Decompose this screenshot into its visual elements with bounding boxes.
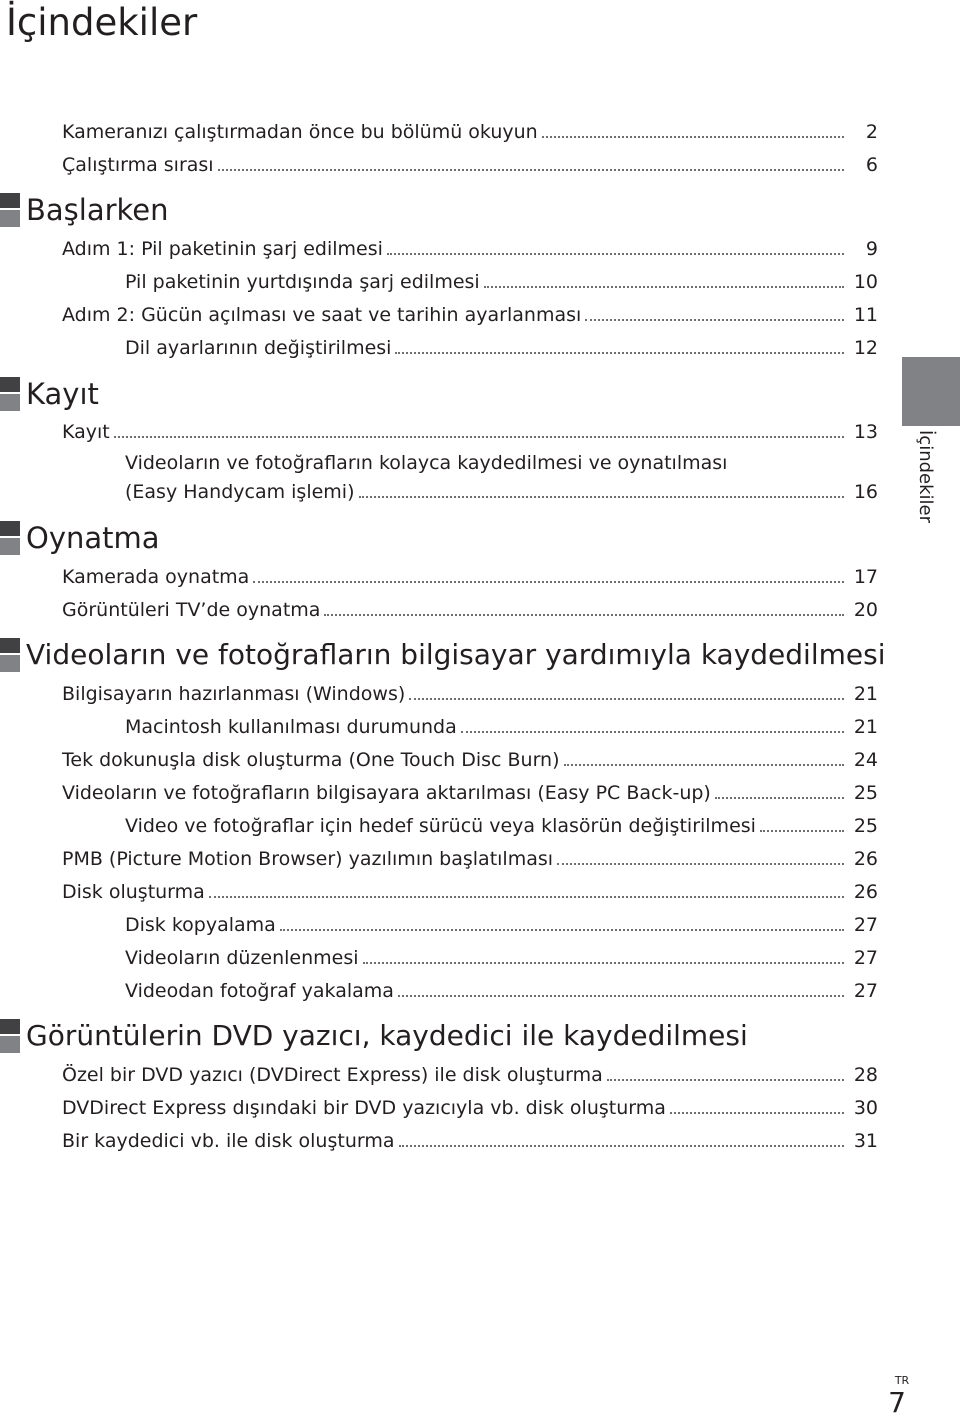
toc-entry-title: Adım 2: Gücün açılması ve saat ve tarihin ayarlanması — [62, 304, 582, 326]
toc-entry[interactable] — [62, 1094, 878, 1120]
toc-entry-title: Disk oluşturma — [62, 881, 205, 903]
section-heading-dvd — [0, 1016, 748, 1056]
toc-entry-page: 20 — [853, 599, 878, 621]
footer-page-number: 7 — [888, 1386, 906, 1419]
toc-entry[interactable] — [62, 680, 878, 706]
toc-entry-title: Videoların düzenlenmesi — [125, 947, 359, 969]
dot-leader — [670, 1112, 844, 1114]
toc-entry[interactable] — [62, 1061, 878, 1087]
toc-entry[interactable] — [62, 118, 878, 144]
dot-leader — [564, 764, 845, 766]
toc-subentry[interactable] — [125, 977, 878, 1003]
dot-leader — [218, 169, 844, 171]
toc-entry-title: Video ve fotoğraflar için hedef sürücü veya klasörün değiştirilmesi — [125, 815, 756, 837]
section-title: Başlarken — [26, 193, 169, 227]
toc-entry-page: 9 — [865, 238, 878, 260]
footer-language-code: TR — [894, 1374, 910, 1387]
toc-entry-title: Çalıştırma sırası — [62, 154, 214, 176]
dot-leader — [399, 1145, 845, 1147]
toc-entry[interactable] — [62, 779, 878, 805]
dot-leader — [253, 581, 844, 583]
toc-subentry[interactable] — [125, 944, 878, 970]
toc-entry-page: 21 — [853, 683, 878, 705]
toc-entry-page: 27 — [853, 947, 878, 969]
toc-entry-title: Bir kaydedici vb. ile disk oluşturma — [62, 1130, 395, 1152]
toc-entry-title: (Easy Handycam işlemi) — [125, 481, 355, 503]
toc-entry-title: Pil paketinin yurtdışında şarj edilmesi — [125, 271, 480, 293]
toc-entry-page: 16 — [853, 481, 878, 503]
section-marker-icon — [0, 377, 20, 411]
toc-entry[interactable] — [62, 301, 878, 327]
toc-entry-page: 21 — [853, 716, 878, 738]
toc-entry-page: 12 — [853, 337, 878, 359]
toc-entry[interactable] — [62, 845, 878, 871]
toc-entry-title: Kamerada oynatma — [62, 566, 250, 588]
dot-leader — [387, 253, 844, 255]
section-marker-icon — [0, 193, 20, 227]
toc-entry[interactable] — [62, 418, 878, 444]
dot-leader — [409, 698, 844, 700]
toc-entry-page: 10 — [853, 271, 878, 293]
toc-entry[interactable] — [62, 746, 878, 772]
toc-entry-page: 17 — [853, 566, 878, 588]
toc-entry-title: Dil ayarlarının değiştirilmesi — [125, 337, 392, 359]
section-heading-baslarken — [0, 190, 169, 230]
toc-entry[interactable] — [62, 878, 878, 904]
toc-entry-title: DVDirect Express dışındaki bir DVD yazıcıyla vb. disk oluşturma — [62, 1097, 666, 1119]
dot-leader — [398, 995, 844, 997]
toc-entry-title: Videodan fotoğraf yakalama — [125, 980, 394, 1002]
toc-entry-title: Macintosh kullanılması durumunda — [125, 716, 457, 738]
toc-subentry[interactable] — [125, 334, 878, 360]
toc-entry-page: 24 — [853, 749, 878, 771]
section-heading-kayit — [0, 374, 99, 414]
toc-entry-title: Adım 1: Pil paketinin şarj edilmesi — [62, 238, 383, 260]
toc-entry-page: 11 — [853, 304, 878, 326]
toc-entry[interactable] — [62, 235, 878, 261]
toc-entry-title: Bilgisayarın hazırlanması (Windows) — [62, 683, 406, 705]
toc-entry-page: 25 — [853, 782, 878, 804]
section-marker-icon — [0, 521, 20, 555]
toc-entry[interactable] — [62, 596, 878, 622]
section-title: Oynatma — [26, 521, 160, 555]
section-heading-bilgisayar — [0, 635, 885, 675]
dot-leader — [715, 797, 844, 799]
toc-entry-title: Özel bir DVD yazıcı (DVDirect Express) ile disk oluşturma — [62, 1064, 603, 1086]
toc-subentry[interactable] — [125, 812, 878, 838]
toc-entry-page: 26 — [853, 848, 878, 870]
toc-entry-page: 26 — [853, 881, 878, 903]
toc-entry-page: 27 — [853, 980, 878, 1002]
toc-subentry[interactable] — [125, 911, 878, 937]
toc-entry-page: 30 — [853, 1097, 878, 1119]
dot-leader — [114, 436, 844, 438]
dot-leader — [395, 352, 844, 354]
dot-leader — [760, 830, 844, 832]
toc-entry-page: 13 — [853, 421, 878, 443]
dot-leader — [557, 863, 844, 865]
dot-leader — [542, 136, 844, 138]
toc-entry-page: 28 — [853, 1064, 878, 1086]
toc-entry-page: 31 — [853, 1130, 878, 1152]
toc-entry[interactable] — [62, 1127, 878, 1153]
toc-entry-page: 25 — [853, 815, 878, 837]
toc-entry-page: 6 — [865, 154, 878, 176]
page-title: İçindekiler — [6, 1, 198, 44]
toc-entry-title: Tek dokunuşla disk oluşturma (One Touch Disc Burn) — [62, 749, 560, 771]
dot-leader — [209, 896, 844, 898]
toc-entry-title: Kayıt — [62, 421, 110, 443]
side-tab-marker — [902, 357, 960, 426]
dot-leader — [585, 319, 844, 321]
toc-entry-title: Görüntüleri TV’de oynatma — [62, 599, 321, 621]
toc-entry[interactable] — [62, 151, 878, 177]
side-tab-label: İçindekiler — [915, 430, 936, 524]
section-marker-icon — [0, 638, 20, 672]
toc-subentry[interactable] — [125, 268, 878, 294]
dot-leader — [607, 1079, 844, 1081]
section-title: Kayıt — [26, 377, 99, 411]
section-marker-icon — [0, 1019, 20, 1053]
toc-entry-page: 2 — [865, 121, 878, 143]
section-title: Görüntülerin DVD yazıcı, kaydedici ile kaydedilmesi — [26, 1019, 748, 1052]
toc-entry[interactable] — [62, 563, 878, 589]
toc-subentry[interactable] — [125, 713, 878, 739]
dot-leader — [363, 962, 844, 964]
toc-entry-title: Kameranızı çalıştırmadan önce bu bölümü okuyun — [62, 121, 538, 143]
dot-leader — [461, 731, 844, 733]
dot-leader — [484, 286, 844, 288]
toc-entry-title: Disk kopyalama — [125, 914, 276, 936]
toc-subentry[interactable] — [125, 478, 878, 504]
section-heading-oynatma — [0, 518, 160, 558]
toc-subentry-line1[interactable]: Videoların ve fotoğrafların kolayca kaydedilmesi ve oynatılması — [125, 452, 728, 474]
dot-leader — [359, 496, 844, 498]
toc-entry-title: PMB (Picture Motion Browser) yazılımın başlatılması — [62, 848, 554, 870]
dot-leader — [324, 614, 844, 616]
dot-leader — [280, 929, 844, 931]
section-title: Videoların ve fotoğrafların bilgisayar yardımıyla kaydedilmesi — [26, 638, 886, 671]
toc-entry-title: Videoların ve fotoğrafların bilgisayara aktarılması (Easy PC Back-up) — [62, 782, 711, 804]
toc-entry-page: 27 — [853, 914, 878, 936]
